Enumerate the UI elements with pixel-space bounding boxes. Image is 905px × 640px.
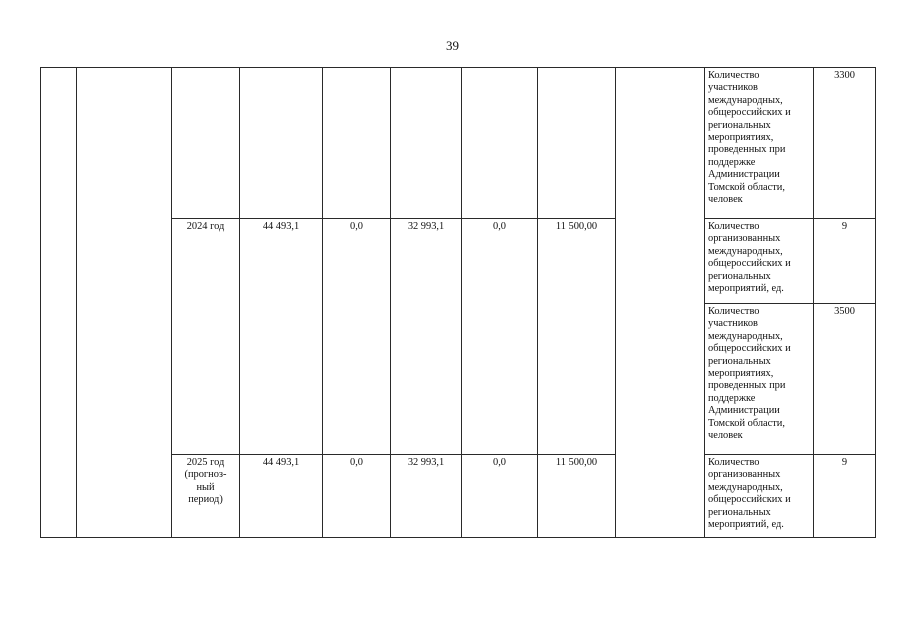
executor-cell — [616, 68, 705, 538]
local-cell — [462, 68, 538, 219]
other-cell: 11 500,00 — [538, 455, 616, 538]
indicator-value: 9 — [814, 219, 876, 304]
regional-cell: 32 993,1 — [391, 455, 462, 538]
indicator-name: Количество организованных международных, общероссийских и региональных мероприятий, ед. — [705, 219, 814, 304]
number-cell — [41, 68, 77, 538]
regional-cell: 32 993,1 — [391, 219, 462, 455]
regional-cell — [391, 68, 462, 219]
year-cell: 2025 год (прогноз- ный период) — [172, 455, 240, 538]
name-cell — [77, 68, 172, 538]
year-cell — [172, 68, 240, 219]
page-number: 39 — [446, 38, 459, 53]
indicator-name: Количество участников международных, общероссийских и региональных мероприятиях, проведенных при поддержке Администрации Томской области, человек — [705, 68, 814, 219]
other-cell: 11 500,00 — [538, 219, 616, 455]
year-cell: 2024 год — [172, 219, 240, 455]
federal-cell: 0,0 — [323, 455, 391, 538]
indicator-value: 9 — [814, 455, 876, 538]
total-cell: 44 493,1 — [240, 219, 323, 455]
indicator-value: 3500 — [814, 304, 876, 455]
total-cell — [240, 68, 323, 219]
local-cell: 0,0 — [462, 219, 538, 455]
federal-cell: 0,0 — [323, 219, 391, 455]
table-row — [41, 68, 876, 219]
program-table — [40, 67, 876, 538]
total-cell: 44 493,1 — [240, 455, 323, 538]
indicator-name: Количество участников международных, общероссийских и региональных мероприятиях, проведенных при поддержке Администрации Томской области, человек — [705, 304, 814, 455]
other-cell — [538, 68, 616, 219]
indicator-name: Количество организованных международных, общероссийских и региональных мероприятий, ед. — [705, 455, 814, 538]
local-cell: 0,0 — [462, 455, 538, 538]
indicator-value: 3300 — [814, 68, 876, 219]
federal-cell — [323, 68, 391, 219]
